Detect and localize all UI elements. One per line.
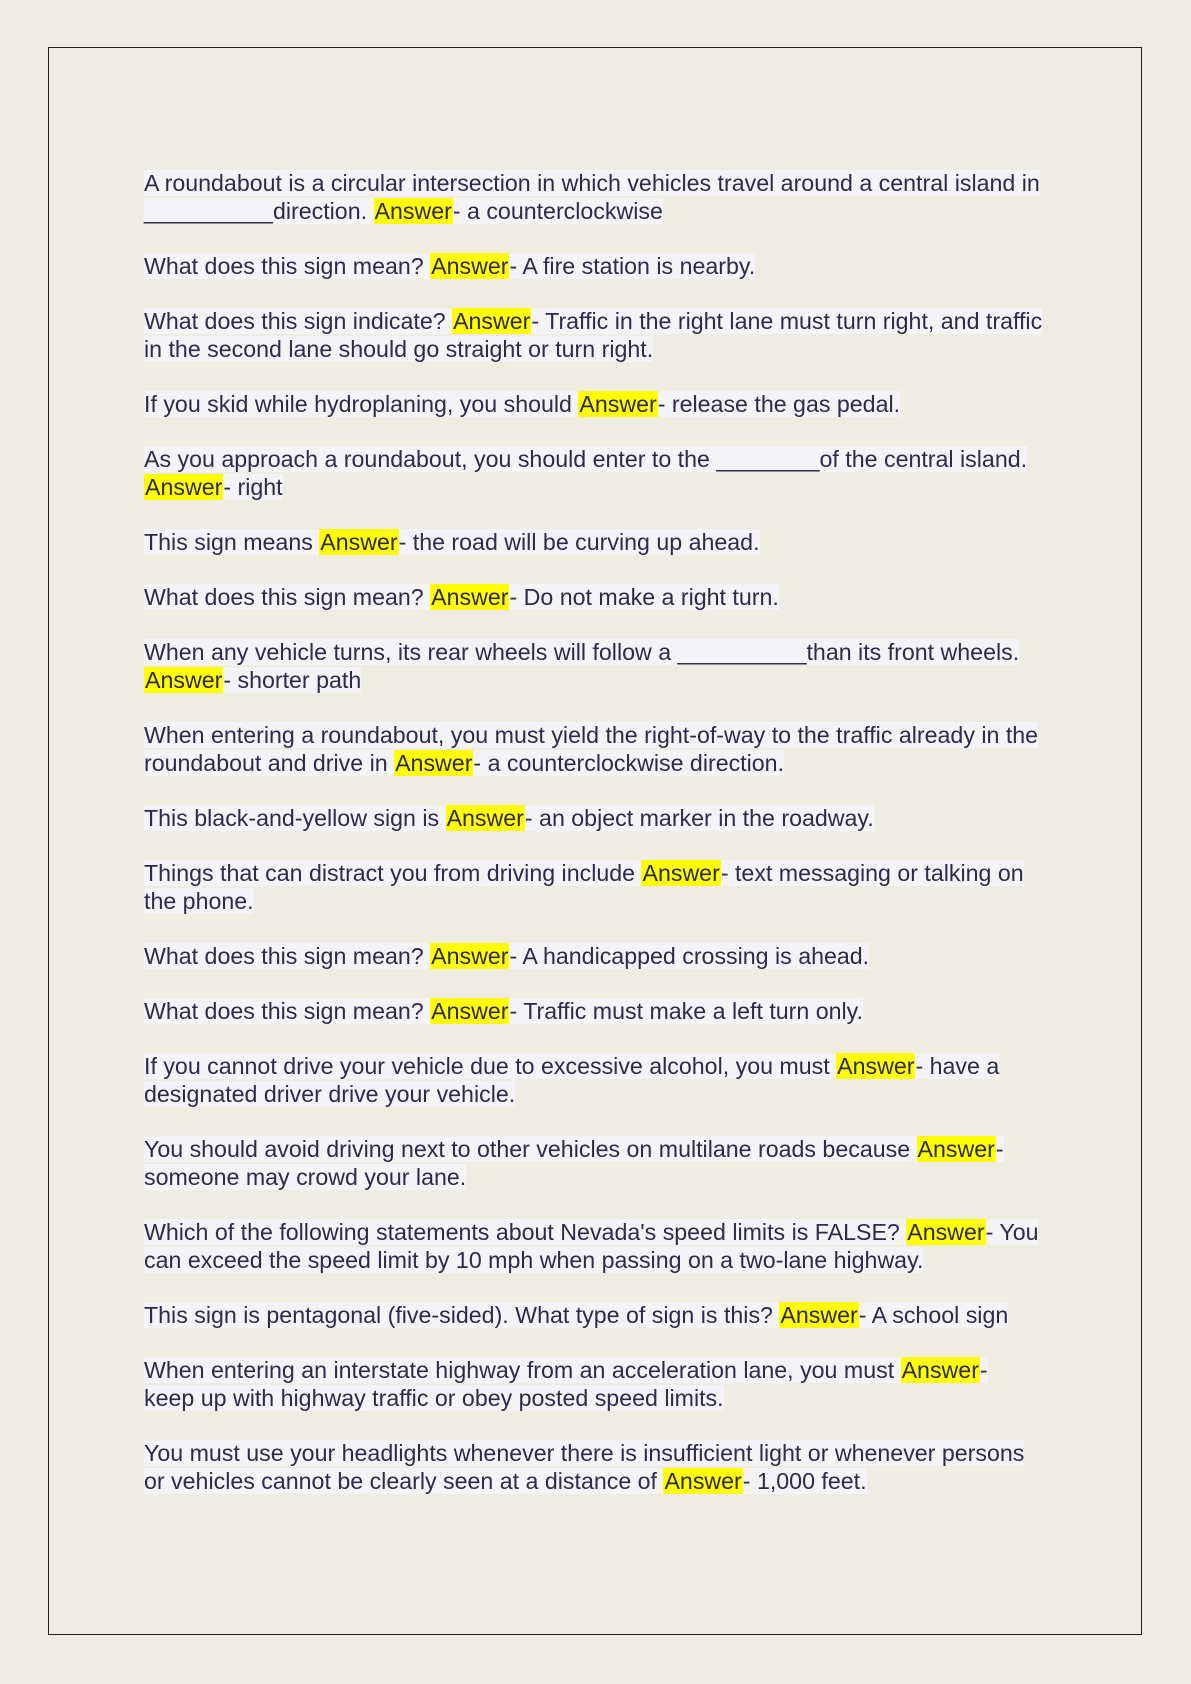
question-text: What does this sign mean? xyxy=(144,253,431,279)
answer-highlight: Answer xyxy=(453,308,531,334)
answer-highlight: Answer xyxy=(837,1053,915,1079)
answer-text: - A school sign xyxy=(858,1302,1009,1328)
answer-text: - keep up with highway traffic or obey posted speed limits. xyxy=(144,1357,988,1411)
answer-text: - 1,000 feet. xyxy=(742,1468,867,1494)
answer-highlight: Answer xyxy=(901,1357,979,1383)
question-text: When entering a roundabout, you must yield the right-of-way to the traffic already in the roundabout and drive in xyxy=(144,722,1039,776)
qa-item-8 xyxy=(144,638,1044,694)
answer-text: - an object marker in the roadway. xyxy=(524,805,874,831)
question-text: You should avoid driving next to other vehicles on multilane roads because xyxy=(144,1136,917,1162)
question-text: This black-and-yellow sign is xyxy=(144,805,446,831)
answer-text: - a counterclockwise direction. xyxy=(473,750,785,776)
qa-item-14 xyxy=(144,1052,1044,1108)
answer-text: - Traffic in the right lane must turn right, and traffic in the second lane should go straight or turn right. xyxy=(144,308,1043,362)
answer-highlight: Answer xyxy=(431,584,509,610)
qa-item-3 xyxy=(144,307,1044,363)
question-text: What does this sign mean? xyxy=(144,584,431,610)
qa-item-13 xyxy=(144,997,1044,1025)
qa-item-16 xyxy=(144,1218,1044,1274)
question-text: If you skid while hydroplaning, you should xyxy=(144,391,579,417)
answer-highlight: Answer xyxy=(431,943,509,969)
answer-highlight: Answer xyxy=(664,1468,742,1494)
answer-text: - text messaging or talking on the phone. xyxy=(144,860,1024,914)
question-text: Which of the following statements about Nevada's speed limits is FALSE? xyxy=(144,1219,907,1245)
qa-item-10 xyxy=(144,804,1044,832)
qa-item-11 xyxy=(144,859,1044,915)
question-text: This sign means xyxy=(144,529,320,555)
answer-highlight: Answer xyxy=(145,667,223,693)
answer-text: - have a designated driver drive your vehicle. xyxy=(144,1053,1000,1107)
qa-item-17 xyxy=(144,1301,1044,1329)
question-text: A roundabout is a circular intersection in which vehicles travel around a central island in __________direction. xyxy=(144,170,1040,224)
answer-highlight: Answer xyxy=(642,860,720,886)
question-text: You must use your headlights whenever there is insufficient light or whenever persons or vehicles cannot be clearly seen at a distance of xyxy=(144,1440,1025,1494)
answer-highlight: Answer xyxy=(374,198,452,224)
qa-item-19 xyxy=(144,1439,1044,1495)
answer-text: - release the gas pedal. xyxy=(657,391,901,417)
answer-highlight: Answer xyxy=(780,1302,858,1328)
qa-item-5 xyxy=(144,445,1044,501)
question-text: If you cannot drive your vehicle due to excessive alcohol, you must xyxy=(144,1053,837,1079)
answer-highlight: Answer xyxy=(907,1219,985,1245)
question-text: What does this sign mean? xyxy=(144,998,431,1024)
document-body xyxy=(144,169,1044,1522)
question-text: This sign is pentagonal (five-sided). What type of sign is this? xyxy=(144,1302,780,1328)
answer-highlight: Answer xyxy=(431,998,509,1024)
qa-item-6 xyxy=(144,528,1044,556)
answer-text: - A fire station is nearby. xyxy=(509,253,756,279)
qa-item-12 xyxy=(144,942,1044,970)
answer-highlight: Answer xyxy=(145,474,223,500)
qa-item-18 xyxy=(144,1356,1044,1412)
answer-highlight: Answer xyxy=(917,1136,995,1162)
qa-item-15 xyxy=(144,1135,1044,1191)
answer-text: - a counterclockwise xyxy=(452,198,663,224)
answer-text: - Do not make a right turn. xyxy=(509,584,779,610)
question-text: When any vehicle turns, its rear wheels will follow a __________than its front wheels. xyxy=(144,639,1020,665)
answer-highlight: Answer xyxy=(431,253,509,279)
qa-item-2 xyxy=(144,252,1044,280)
answer-text: - someone may crowd your lane. xyxy=(144,1136,1004,1190)
answer-highlight: Answer xyxy=(579,391,657,417)
answer-text: - the road will be curving up ahead. xyxy=(398,529,760,555)
question-text: Things that can distract you from driving include xyxy=(144,860,642,886)
answer-text: - shorter path xyxy=(223,667,362,693)
answer-highlight: Answer xyxy=(395,750,473,776)
answer-text: - Traffic must make a left turn only. xyxy=(509,998,863,1024)
qa-item-9 xyxy=(144,721,1044,777)
qa-item-1 xyxy=(144,169,1044,225)
question-text: When entering an interstate highway from an acceleration lane, you must xyxy=(144,1357,901,1383)
question-text: What does this sign indicate? xyxy=(144,308,453,334)
question-text: What does this sign mean? xyxy=(144,943,431,969)
answer-text: - A handicapped crossing is ahead. xyxy=(509,943,870,969)
qa-item-7 xyxy=(144,583,1044,611)
answer-highlight: Answer xyxy=(446,805,524,831)
qa-item-4 xyxy=(144,390,1044,418)
answer-text: - right xyxy=(223,474,283,500)
question-text: As you approach a roundabout, you should enter to the ________of the central island. xyxy=(144,446,1028,472)
answer-text: - You can exceed the speed limit by 10 mph when passing on a two-lane highway. xyxy=(144,1219,1039,1273)
answer-highlight: Answer xyxy=(320,529,398,555)
